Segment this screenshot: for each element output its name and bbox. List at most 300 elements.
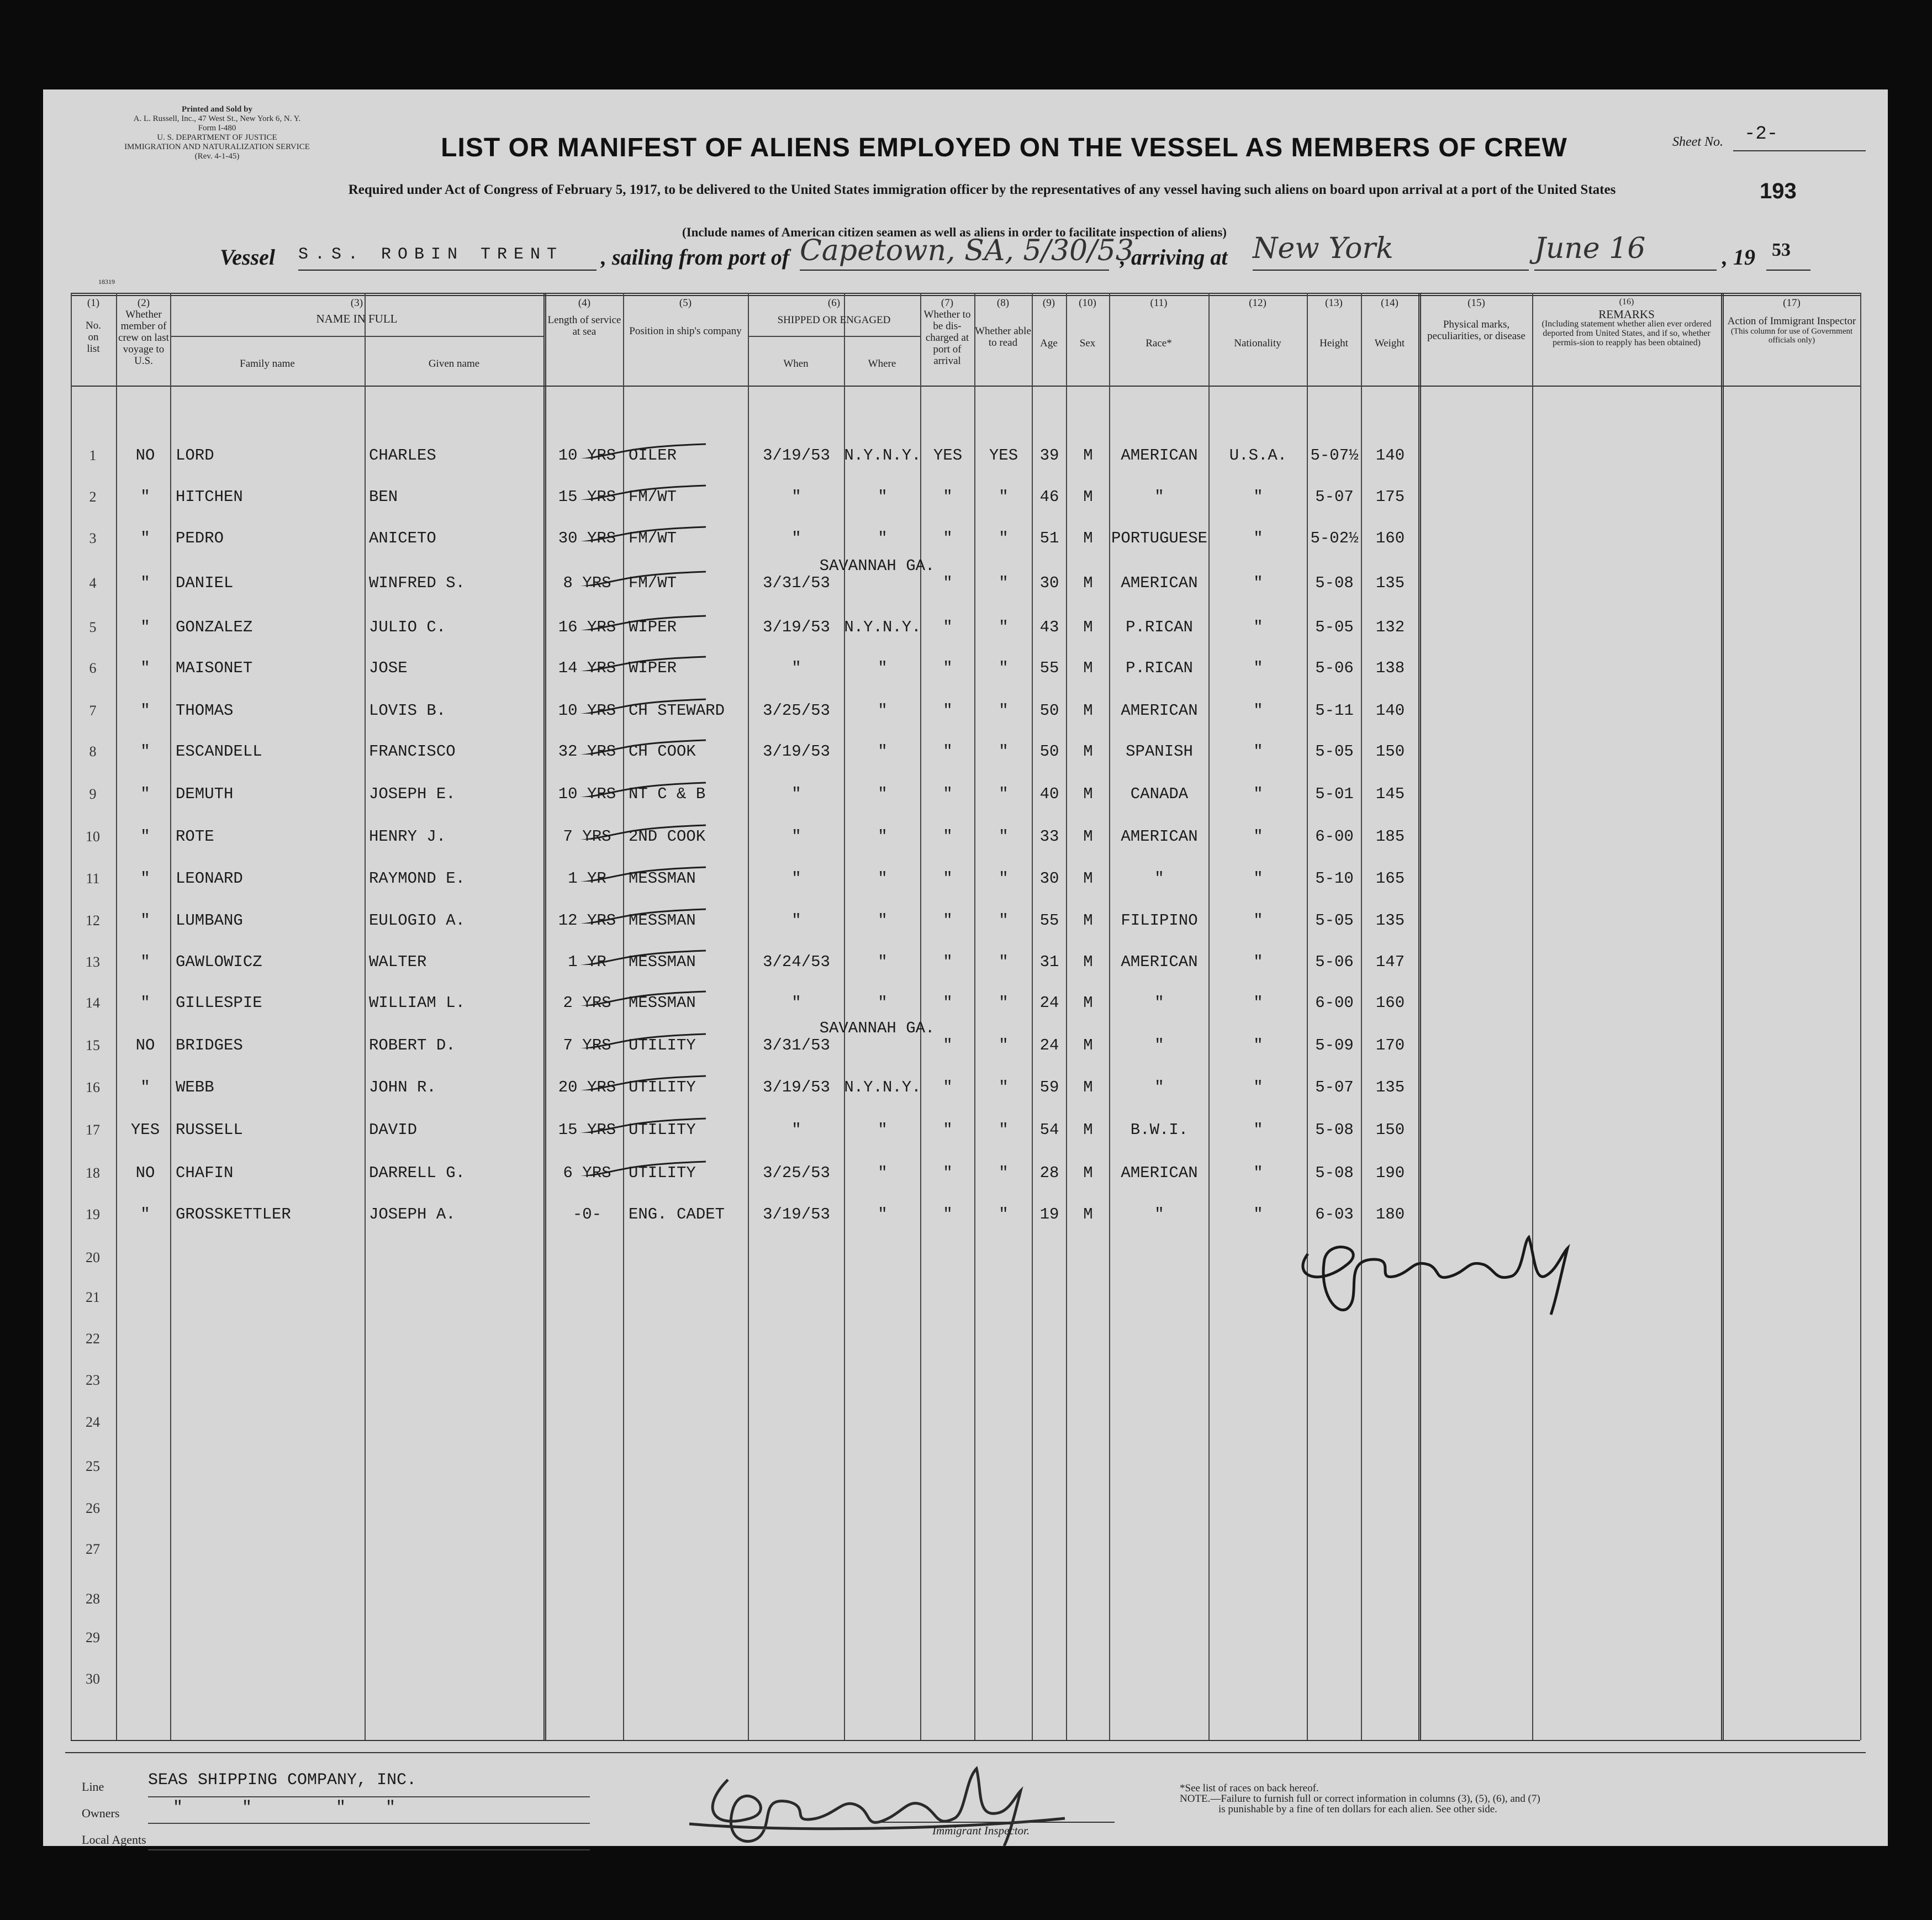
given-name: CHARLES <box>369 446 436 465</box>
shipped-when: " <box>791 1121 801 1139</box>
age: 31 <box>1039 953 1059 971</box>
height: 5-06 <box>1315 953 1354 971</box>
position: FM/WT <box>629 488 677 506</box>
prev-voyage: " <box>140 529 150 547</box>
able-to-read: " <box>999 1164 1009 1182</box>
stamp-number: 193 <box>1760 179 1797 203</box>
strike-mark <box>546 990 711 1006</box>
discharged: " <box>943 1078 953 1096</box>
race: " <box>1154 1036 1164 1054</box>
age: 59 <box>1039 1078 1059 1096</box>
service-length: 16 YRS <box>558 618 616 636</box>
strike-mark <box>546 698 711 714</box>
row-number: 24 <box>86 1414 100 1430</box>
height: 5-05 <box>1315 618 1354 636</box>
row-number: 9 <box>89 786 97 802</box>
vessel-label: Vessel <box>220 245 275 270</box>
prev-voyage: " <box>140 911 150 930</box>
shipped-when: 3/25/53 <box>763 1164 830 1182</box>
row-number: 4 <box>89 575 97 591</box>
given-name: BEN <box>369 488 398 506</box>
shipped-where: " <box>878 1121 888 1139</box>
strike-mark <box>546 1075 711 1090</box>
header-col-9: (9) Age <box>1040 297 1058 349</box>
nationality: " <box>1253 827 1263 846</box>
shipped-where: " <box>878 827 888 846</box>
given-name: DAVID <box>369 1121 418 1139</box>
year-prefix: , 19 <box>1722 245 1755 270</box>
position: CH COOK <box>629 742 696 761</box>
service-length: 20 YRS <box>558 1078 616 1096</box>
family-name: RUSSELL <box>176 1121 243 1139</box>
weight: 140 <box>1375 446 1405 465</box>
strike-mark <box>546 656 711 671</box>
weight: 150 <box>1375 742 1405 761</box>
prev-voyage: " <box>140 488 150 506</box>
nationality: " <box>1253 869 1263 888</box>
discharged: " <box>943 659 953 677</box>
shipped-when: " <box>791 869 801 888</box>
strike-mark <box>546 526 711 541</box>
strike-mark <box>546 1161 711 1176</box>
age: 46 <box>1039 488 1059 506</box>
discharged: " <box>943 911 953 930</box>
nationality: " <box>1253 911 1263 930</box>
race: AMERICAN <box>1121 953 1198 971</box>
row-number: 23 <box>86 1372 100 1388</box>
row-number: 27 <box>86 1541 100 1557</box>
shipped-where: " <box>878 785 888 803</box>
weight: 185 <box>1375 827 1405 846</box>
able-to-read: YES <box>989 446 1018 465</box>
weight: 145 <box>1375 785 1405 803</box>
nationality: U.S.A. <box>1229 446 1287 465</box>
service-length: 7 YRS <box>563 827 611 846</box>
arriving-port: New York <box>1253 232 1393 265</box>
row-number: 2 <box>89 489 97 505</box>
prev-voyage: " <box>140 618 150 636</box>
weight: 135 <box>1375 574 1405 592</box>
sheet-number-value: -2- <box>1744 124 1778 145</box>
nationality: " <box>1253 994 1263 1012</box>
crew-table <box>71 293 1860 1740</box>
position: FM/WT <box>629 574 677 592</box>
header-col-15: (15) Physical marks, peculiarities, or disease <box>1427 297 1525 342</box>
header-where: Where <box>868 358 896 370</box>
discharged: " <box>943 1121 953 1139</box>
family-name: PEDRO <box>176 529 224 547</box>
prev-voyage: " <box>140 953 150 971</box>
race: AMERICAN <box>1121 701 1198 720</box>
weight: 190 <box>1375 1164 1405 1182</box>
discharged: " <box>943 994 953 1012</box>
strike-mark <box>546 443 711 458</box>
include-note: (Include names of American citizen seamen as well as aliens in order to facilitate inspection of aliens) <box>682 225 1227 239</box>
given-name: EULOGIO A. <box>369 911 466 930</box>
service-length: 8 YRS <box>563 574 611 592</box>
shipped-where: " <box>878 994 888 1012</box>
strike-mark <box>546 484 711 500</box>
family-name: LUMBANG <box>176 911 243 930</box>
able-to-read: " <box>999 742 1009 761</box>
family-name: GROSSKETTLER <box>176 1205 291 1223</box>
prev-voyage: " <box>140 994 150 1012</box>
race: " <box>1154 1205 1164 1223</box>
nationality: " <box>1253 659 1263 677</box>
discharged: " <box>943 488 953 506</box>
position: MESSMAN <box>629 953 696 971</box>
position: MESSMAN <box>629 911 696 930</box>
form-small-number: 18319 <box>98 278 115 286</box>
family-name: DEMUTH <box>176 785 234 803</box>
sex: M <box>1083 785 1093 803</box>
row-number: 14 <box>86 995 100 1011</box>
discharged: " <box>943 529 953 547</box>
position: UTILITY <box>629 1036 696 1054</box>
row-number: 1 <box>89 447 97 463</box>
line-value: SEAS SHIPPING COMPANY, INC. <box>148 1771 417 1790</box>
height: 5-09 <box>1315 1036 1354 1054</box>
weight: 160 <box>1375 994 1405 1012</box>
shipped-when: 3/19/53 <box>763 1078 830 1096</box>
service-length: 1 YR <box>568 953 606 971</box>
able-to-read: " <box>999 827 1009 846</box>
service-length: 15 YRS <box>558 488 616 506</box>
prev-voyage: " <box>140 659 150 677</box>
discharged: " <box>943 869 953 888</box>
age: 19 <box>1039 1205 1059 1223</box>
able-to-read: " <box>999 1036 1009 1054</box>
owners-ditto-4: " <box>386 1798 396 1817</box>
service-length: 10 YRS <box>558 701 616 720</box>
family-name: ESCANDELL <box>176 742 262 761</box>
family-name: LORD <box>176 446 214 465</box>
owners-label: Owners <box>82 1806 120 1820</box>
weight: 135 <box>1375 1078 1405 1096</box>
able-to-read: " <box>999 1121 1009 1139</box>
prev-voyage: NO <box>135 1036 155 1054</box>
service-length: 30 YRS <box>558 529 616 547</box>
strike-mark <box>546 571 711 586</box>
height: 5-01 <box>1315 785 1354 803</box>
local-agents-label: Local Agents <box>82 1833 146 1847</box>
inspector-label: Immigrant Inspector. <box>932 1824 1030 1837</box>
nationality: " <box>1253 785 1263 803</box>
family-name: HITCHEN <box>176 488 243 506</box>
position: WIPER <box>629 659 677 677</box>
shipped-where: N.Y.N.Y. <box>844 1078 921 1096</box>
service-length: -0- <box>572 1205 602 1223</box>
height: 5-07 <box>1315 1078 1354 1096</box>
discharged: YES <box>933 446 963 465</box>
given-name: ANICETO <box>369 529 436 547</box>
position: MESSMAN <box>629 869 696 888</box>
shipped-where: " <box>878 1164 888 1182</box>
service-length: 14 YRS <box>558 659 616 677</box>
given-name: JOSEPH A. <box>369 1205 456 1223</box>
discharged: " <box>943 785 953 803</box>
owners-ditto-2: " <box>242 1798 252 1817</box>
vessel-name: S.S. ROBIN TRENT <box>298 245 564 264</box>
height: 5-11 <box>1315 701 1354 720</box>
nationality: " <box>1253 618 1263 636</box>
race: AMERICAN <box>1121 574 1198 592</box>
row-number: 5 <box>89 619 97 635</box>
age: 30 <box>1039 869 1059 888</box>
family-name: GAWLOWICZ <box>176 953 262 971</box>
header-col-7: (7) Whether to be dis-charged at port of arrival <box>923 297 971 367</box>
header-col-4: (4) Length of service at sea <box>547 297 621 337</box>
signature-mark <box>1286 1221 1573 1320</box>
row-number: 15 <box>86 1037 100 1053</box>
row-number: 21 <box>86 1289 100 1305</box>
given-name: JULIO C. <box>369 618 446 636</box>
prev-voyage: " <box>140 869 150 888</box>
race: AMERICAN <box>1121 1164 1198 1182</box>
race: CANADA <box>1130 785 1189 803</box>
height: 5-06 <box>1315 659 1354 677</box>
sex: M <box>1083 742 1093 761</box>
strike-mark <box>546 739 711 755</box>
shipped-when: " <box>791 911 801 930</box>
strike-mark <box>546 908 711 924</box>
able-to-read: " <box>999 488 1009 506</box>
header-col-12: (12) Nationality <box>1234 297 1281 349</box>
sheet-number-label: Sheet No. <box>1672 135 1723 149</box>
row-number: 11 <box>86 871 100 887</box>
position: MESSMAN <box>629 994 696 1012</box>
nationality: " <box>1253 1121 1263 1139</box>
age: 24 <box>1039 994 1059 1012</box>
row-number: 20 <box>86 1249 100 1265</box>
race: AMERICAN <box>1121 827 1198 846</box>
row-number: 6 <box>89 660 97 676</box>
shipped-when: " <box>791 994 801 1012</box>
row-number: 30 <box>86 1671 100 1687</box>
position: UTILITY <box>629 1164 696 1182</box>
strike-mark <box>546 615 711 630</box>
service-length: 15 YRS <box>558 1121 616 1139</box>
strike-mark <box>546 1117 711 1133</box>
sex: M <box>1083 994 1093 1012</box>
sailing-label: , sailing from port of <box>601 245 790 270</box>
height: 6-00 <box>1315 827 1354 846</box>
header-col-10: (10) Sex <box>1079 297 1096 349</box>
shipped-when: " <box>791 659 801 677</box>
manifest-sheet <box>43 89 1888 1846</box>
requirement-text: Required under Act of Congress of February 5, 1917, to be delivered to the United States immigration officer by the representatives of any vessel having such aliens on board upon arrival at a port of the United States <box>348 182 1616 197</box>
race: " <box>1154 869 1164 888</box>
height: 5-07½ <box>1310 446 1359 465</box>
strike-mark <box>546 866 711 882</box>
height: 5-08 <box>1315 1121 1354 1139</box>
able-to-read: " <box>999 785 1009 803</box>
nationality: " <box>1253 953 1263 971</box>
height: 5-08 <box>1315 1164 1354 1182</box>
shipped-when: " <box>791 785 801 803</box>
weight: 150 <box>1375 1121 1405 1139</box>
family-name: ROTE <box>176 827 214 846</box>
shipped-when: 3/19/53 <box>763 618 830 636</box>
nationality: " <box>1253 488 1263 506</box>
strike-mark <box>546 950 711 965</box>
shipped-where: " <box>878 742 888 761</box>
able-to-read: " <box>999 869 1009 888</box>
discharged: " <box>943 618 953 636</box>
arrival-date: June 16 <box>1534 232 1646 265</box>
given-name: HENRY J. <box>369 827 446 846</box>
row-number: 22 <box>86 1331 100 1347</box>
row-number: 29 <box>86 1629 100 1645</box>
row-number: 10 <box>86 829 100 845</box>
shipped-where: SAVANNAH GA. <box>819 557 935 575</box>
age: 24 <box>1039 1036 1059 1054</box>
discharged: " <box>943 827 953 846</box>
shipped-when: " <box>791 827 801 846</box>
age: 55 <box>1039 659 1059 677</box>
header-col-8: (8) Whether able to read <box>975 297 1031 349</box>
weight: 138 <box>1375 659 1405 677</box>
shipped-when: 3/31/53 <box>763 1036 830 1054</box>
row-number: 16 <box>86 1079 100 1095</box>
family-name: MAISONET <box>176 659 253 677</box>
able-to-read: " <box>999 1205 1009 1223</box>
row-number: 7 <box>89 703 97 719</box>
weight: 175 <box>1375 488 1405 506</box>
shipped-when: 3/31/53 <box>763 574 830 592</box>
header-col-5: (5) Position in ship's company <box>629 297 742 337</box>
header-family-name: Family name <box>240 358 295 370</box>
printer-imprint: Printed and Sold by A. L. Russell, Inc., 47 West St., New York 6, N. Y. Form I-480 U. S. DEPARTMENT OF JUSTICE IMMIGRATION AND NATURALIZATION SERVICE (Rev. 4-1-45) <box>124 105 310 161</box>
age: 51 <box>1039 529 1059 547</box>
row-number: 19 <box>86 1206 100 1222</box>
sex: M <box>1083 1205 1093 1223</box>
nationality: " <box>1253 574 1263 592</box>
sex: M <box>1083 618 1093 636</box>
prev-voyage: " <box>140 742 150 761</box>
row-number: 8 <box>89 743 97 759</box>
race: SPANISH <box>1126 742 1193 761</box>
year-suffix: 53 <box>1772 240 1791 260</box>
shipped-where: " <box>878 911 888 930</box>
header-col-14: (14) Weight <box>1374 297 1405 349</box>
discharged: " <box>943 953 953 971</box>
sex: M <box>1083 869 1093 888</box>
header-col-3: (3) NAME IN FULL <box>316 297 398 325</box>
position: UTILITY <box>629 1078 696 1096</box>
discharged: " <box>943 1164 953 1182</box>
height: 5-05 <box>1315 911 1354 930</box>
age: 30 <box>1039 574 1059 592</box>
able-to-read: " <box>999 911 1009 930</box>
height: 6-00 <box>1315 994 1354 1012</box>
header-given-name: Given name <box>428 358 480 370</box>
family-name: WEBB <box>176 1078 214 1096</box>
prev-voyage: " <box>140 1205 150 1223</box>
row-number: 26 <box>86 1500 100 1516</box>
prev-voyage: " <box>140 701 150 720</box>
position: WIPER <box>629 618 677 636</box>
document-title: LIST OR MANIFEST OF ALIENS EMPLOYED ON THE VESSEL AS MEMBERS OF CREW <box>441 133 1567 162</box>
family-name: BRIDGES <box>176 1036 243 1054</box>
age: 55 <box>1039 911 1059 930</box>
sex: M <box>1083 1036 1093 1054</box>
nationality: " <box>1253 1078 1263 1096</box>
sex: M <box>1083 1121 1093 1139</box>
nationality: " <box>1253 1036 1263 1054</box>
header-col-11: (11) Race* <box>1146 297 1172 349</box>
able-to-read: " <box>999 659 1009 677</box>
shipped-where: " <box>878 869 888 888</box>
shipped-where: N.Y.N.Y. <box>844 446 921 465</box>
position: UTILITY <box>629 1121 696 1139</box>
arriving-label: , arriving at <box>1120 245 1228 270</box>
age: 50 <box>1039 701 1059 720</box>
shipped-where: SAVANNAH GA. <box>819 1019 935 1037</box>
header-col-6: (6) SHIPPED OR ENGAGED <box>777 297 891 326</box>
header-col-16: (16) REMARKS (Including statement whether alien ever ordered deported from United States, and if so, whether permis-sion to reapply has been obtained) <box>1542 297 1712 347</box>
position: OILER <box>629 446 677 465</box>
header-col-2: (2) Whether member of crew on last voyage to U.S. <box>118 297 169 367</box>
shipped-where: " <box>878 953 888 971</box>
header-col-1: (1) No. on list <box>86 297 101 355</box>
service-length: 10 YRS <box>558 785 616 803</box>
prev-voyage: " <box>140 1078 150 1096</box>
shipped-where: " <box>878 488 888 506</box>
able-to-read: " <box>999 1078 1009 1096</box>
race: " <box>1154 994 1164 1012</box>
discharged: " <box>943 1036 953 1054</box>
shipped-when: 3/19/53 <box>763 446 830 465</box>
sex: M <box>1083 1078 1093 1096</box>
service-length: 7 YRS <box>563 1036 611 1054</box>
age: 39 <box>1039 446 1059 465</box>
position: 2ND COOK <box>629 827 706 846</box>
age: 28 <box>1039 1164 1059 1182</box>
service-length: 10 YRS <box>558 446 616 465</box>
line-label: Line <box>82 1780 104 1794</box>
discharged: " <box>943 574 953 592</box>
able-to-read: " <box>999 701 1009 720</box>
given-name: ROBERT D. <box>369 1036 456 1054</box>
weight: 170 <box>1375 1036 1405 1054</box>
row-number: 18 <box>86 1165 100 1181</box>
discharged: " <box>943 1205 953 1223</box>
given-name: JOSEPH E. <box>369 785 456 803</box>
row-number: 28 <box>86 1591 100 1607</box>
family-name: LEONARD <box>176 869 243 888</box>
given-name: WALTER <box>369 953 427 971</box>
position: NT C & B <box>629 785 706 803</box>
sex: M <box>1083 488 1093 506</box>
shipped-when: 3/24/53 <box>763 953 830 971</box>
age: 33 <box>1039 827 1059 846</box>
race: B.W.I. <box>1130 1121 1189 1139</box>
given-name: WILLIAM L. <box>369 994 466 1012</box>
race: P.RICAN <box>1126 659 1193 677</box>
age: 40 <box>1039 785 1059 803</box>
owners-ditto-3: " <box>336 1798 346 1817</box>
position: ENG. CADET <box>629 1205 725 1223</box>
family-name: THOMAS <box>176 701 234 720</box>
family-name: GONZALEZ <box>176 618 253 636</box>
service-length: 12 YRS <box>558 911 616 930</box>
sex: M <box>1083 529 1093 547</box>
service-length: 1 YR <box>568 869 606 888</box>
strike-mark <box>546 1033 711 1048</box>
age: 50 <box>1039 742 1059 761</box>
height: 5-10 <box>1315 869 1354 888</box>
